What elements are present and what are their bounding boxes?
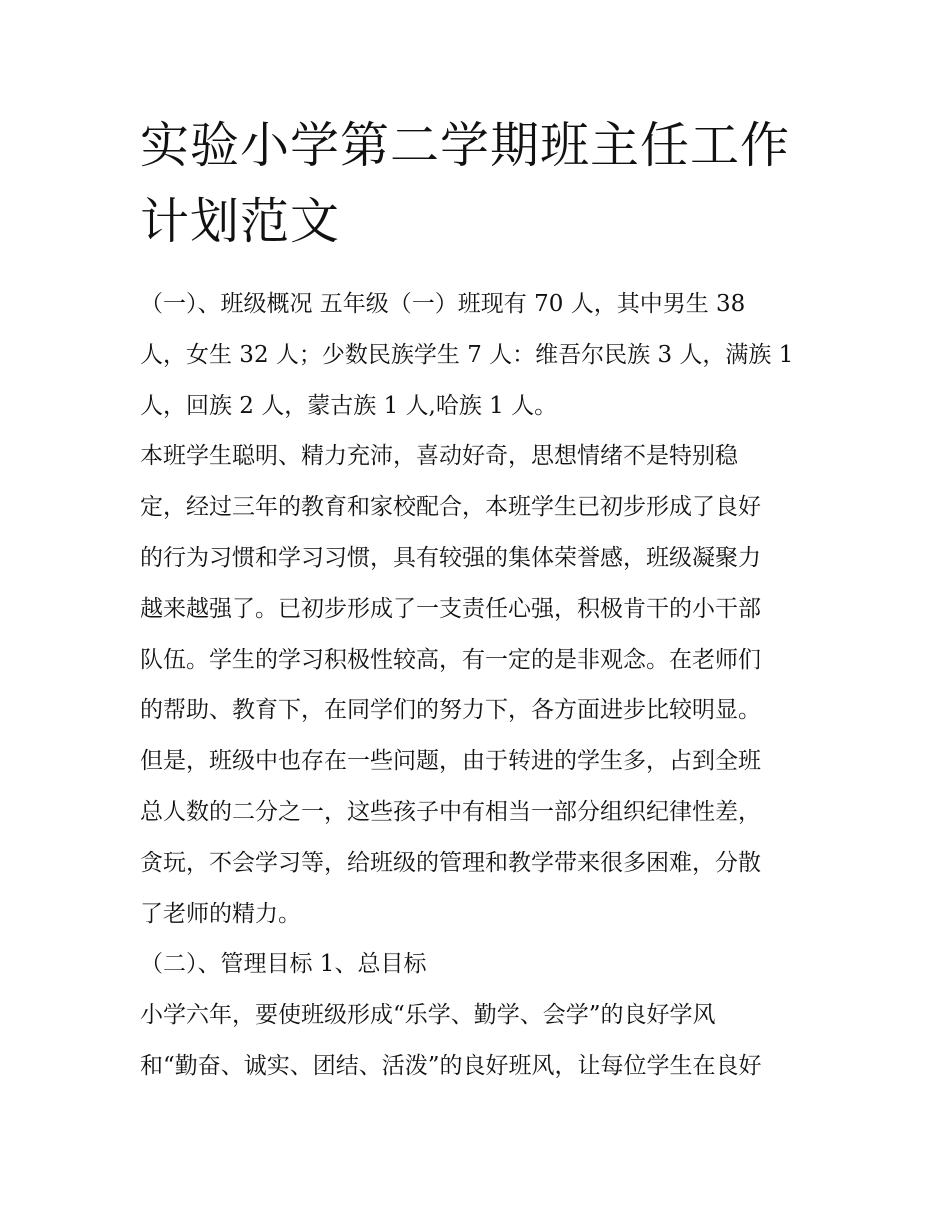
- text-line-14: （二）、管理目标 1、总目标: [140, 951, 427, 978]
- text-line-1: （一）、班级概况 五年级（一）班现有 70 人，其中男生 38: [140, 291, 746, 317]
- text-line-7: 越来越强了。已初步形成了一支责任心强，积极肯干的小干部: [140, 595, 761, 622]
- text-line-10: 但是，班级中也存在一些问题，由于转进的学生多，占到全班: [140, 748, 761, 775]
- text-line-13: 了老师的精力。: [140, 900, 301, 927]
- text-line-3: 人，回族 2 人，蒙古族 1 人,哈族 1 人。: [140, 392, 558, 419]
- text-line-11: 总人数的二分之一，这些孩子中有相当一部分组织纪律性差，: [140, 798, 761, 825]
- document-body: [140, 279, 830, 1092]
- page-title: [140, 108, 820, 260]
- text-line-4: 本班学生聪明、精力充沛，喜动好奇，思想情绪不是特别稳: [140, 443, 738, 470]
- title-line-1: 实验小学第二学期班主任工作: [140, 117, 791, 174]
- text-line-12: 贪玩，不会学习等，给班级的管理和教学带来很多困难，分散: [140, 849, 761, 876]
- text-line-9: 的帮助、教育下，在同学们的努力下，各方面进步比较明显。: [140, 697, 761, 724]
- text-line-5: 定，经过三年的教育和家校配合，本班学生已初步形成了良好: [140, 494, 761, 521]
- text-line-15: 小学六年，要使班级形成“乐学、勤学、会学”的良好学风: [140, 1002, 716, 1029]
- text-line-2: 人，女生 32 人；少数民族学生 7 人：维吾尔民族 3 人，满族 1: [140, 341, 794, 368]
- title-line-2: 计划范文: [140, 193, 341, 250]
- text-line-16: 和“勤奋、诚实、团结、活泼”的良好班风，让每位学生在良好: [140, 1052, 762, 1079]
- text-line-6: 的行为习惯和学习习惯，具有较强的集体荣誉感，班级凝聚力: [140, 544, 761, 571]
- text-line-8: 队伍。学生的学习积极性较高，有一定的是非观念。在老师们: [140, 646, 761, 673]
